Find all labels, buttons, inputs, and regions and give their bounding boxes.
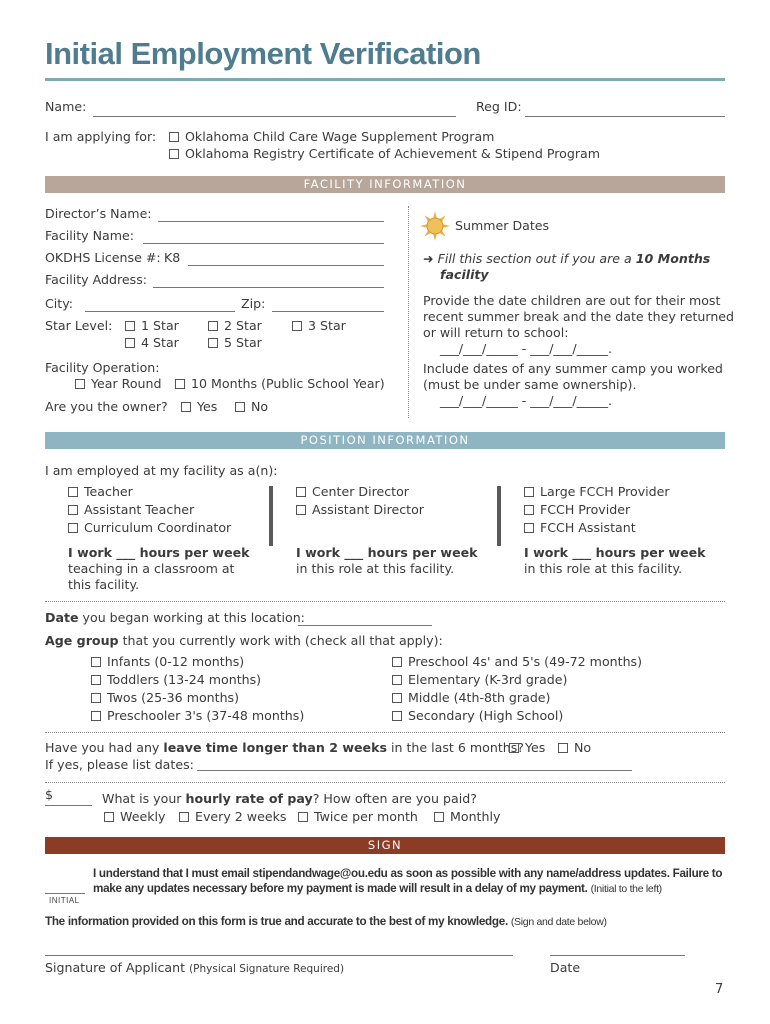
summer-heading: Summer Dates — [455, 218, 550, 233]
role-teacher[interactable] — [68, 484, 133, 500]
rate-question — [102, 791, 477, 807]
age-preschooler-3s[interactable] — [91, 708, 304, 724]
option-label: FCCH Provider — [540, 502, 631, 517]
regid-label: Reg ID: — [476, 99, 522, 114]
true-note: (Sign and date below) — [510, 916, 607, 928]
role-center-director[interactable] — [296, 484, 409, 500]
age-toddlers[interactable] — [91, 672, 261, 688]
section-divider — [45, 732, 725, 733]
license-value: K8 — [164, 250, 181, 265]
name-label: Name: — [45, 99, 87, 114]
age-preschool-4-5[interactable] — [392, 654, 642, 670]
checkbox[interactable] — [169, 132, 179, 142]
checkbox[interactable] — [524, 487, 534, 497]
checkbox[interactable] — [392, 693, 402, 703]
city-field[interactable] — [85, 311, 235, 312]
checkbox[interactable] — [392, 675, 402, 685]
age-twos[interactable] — [91, 690, 239, 706]
dollar-sign: $ — [45, 787, 54, 802]
program-checkbox-registry[interactable] — [169, 146, 600, 162]
checkbox[interactable] — [392, 657, 402, 667]
applying-label: I am applying for: — [45, 129, 157, 144]
column-divider-bar — [497, 486, 501, 546]
summer-para1-line1: Provide the date children are out for their most — [423, 293, 721, 308]
role-large-fcch-provider[interactable] — [524, 484, 670, 500]
date-rest: you began working at this location: — [82, 610, 305, 625]
signature-label — [45, 960, 344, 977]
title-divider — [45, 78, 725, 81]
facility-name-label: Facility Name: — [45, 228, 135, 243]
summer-note-facility: facility — [440, 267, 489, 282]
section-divider — [45, 601, 725, 602]
checkbox[interactable] — [179, 812, 189, 822]
owner-label: Are you the owner? — [45, 399, 168, 414]
summer-para2-line1: Include dates of any summer camp you worked — [423, 361, 723, 376]
address-label: Facility Address: — [45, 272, 148, 287]
sign-band: SIGN — [45, 837, 725, 854]
summer-para1-line2: recent summer break and the date they returned — [423, 309, 735, 324]
facility-band: FACILITY INFORMATION — [45, 176, 725, 193]
checkbox[interactable] — [169, 149, 179, 159]
checkbox[interactable] — [434, 812, 444, 822]
option-label: Assistant Director — [312, 502, 424, 517]
checkbox[interactable] — [125, 338, 135, 348]
leave-question — [45, 740, 524, 756]
checkbox[interactable] — [68, 505, 78, 515]
option-label: Twos (25-36 months) — [107, 690, 240, 705]
leave-pre: Have you had any — [45, 740, 160, 755]
true-statement — [45, 914, 607, 930]
checkbox[interactable] — [524, 523, 534, 533]
option-label: Preschool 4s' and 5's (49-72 months) — [408, 654, 643, 669]
checkbox[interactable] — [208, 321, 218, 331]
director-label: Director’s Name: — [45, 206, 152, 221]
license-field[interactable] — [188, 265, 384, 266]
program-label: Oklahoma Child Care Wage Supplement Program — [185, 129, 495, 144]
option-label: No — [574, 740, 592, 755]
option-label: Monthly — [450, 809, 501, 824]
leave-dates-field[interactable] — [197, 770, 632, 771]
operation-10-months[interactable] — [175, 376, 385, 392]
understand-text: make any updates necessary before my payment is made will result in a delay of my payment. — [93, 882, 588, 895]
checkbox[interactable] — [292, 321, 302, 331]
page-title: Initial Employment Verification — [45, 36, 481, 71]
hours-desc-1-line2: this facility. — [68, 577, 140, 592]
option-label: Assistant Teacher — [84, 502, 195, 517]
checkbox[interactable] — [181, 402, 191, 412]
option-label: Secondary (High School) — [408, 708, 564, 723]
owner-yes[interactable] — [181, 399, 217, 415]
leave-yes[interactable] — [509, 740, 545, 756]
checkbox[interactable] — [104, 812, 114, 822]
option-label: Yes — [525, 740, 546, 755]
checkbox[interactable] — [298, 812, 308, 822]
hours-label-1: I work ___ hours per week — [68, 545, 250, 560]
option-label: Teacher — [84, 484, 133, 499]
column-divider-bar — [269, 486, 273, 546]
leave-bold: leave time longer than 2 weeks — [163, 740, 387, 755]
checkbox[interactable] — [392, 711, 402, 721]
star-option-2[interactable] — [208, 318, 262, 334]
checkbox[interactable] — [558, 743, 568, 753]
checkbox[interactable] — [509, 743, 519, 753]
hours-label-3: I work ___ hours per week — [524, 545, 706, 560]
option-label: 5 Star — [224, 335, 262, 350]
pay-every-2-weeks[interactable] — [179, 809, 286, 825]
signature-note: (Physical Signature Required) — [189, 963, 345, 975]
hours-desc-3: in this role at this facility. — [524, 561, 683, 576]
date-bold: Date — [45, 610, 79, 625]
facility-name-field[interactable] — [143, 243, 384, 244]
pay-monthly[interactable] — [434, 809, 500, 825]
operation-year-round[interactable] — [75, 376, 162, 392]
checkbox[interactable] — [296, 487, 306, 497]
sign-date-label: Date — [550, 960, 581, 975]
checkbox[interactable] — [91, 675, 101, 685]
regid-field[interactable] — [525, 116, 725, 117]
summer-para2-line2: (must be under same ownership). — [423, 377, 637, 392]
checkbox[interactable] — [175, 379, 185, 389]
option-label: Center Director — [312, 484, 409, 499]
address-field[interactable] — [153, 287, 384, 288]
zip-field[interactable] — [272, 311, 384, 312]
rate-post: ? How often are you paid? — [312, 791, 477, 806]
checkbox[interactable] — [125, 321, 135, 331]
hourly-rate-field[interactable] — [45, 805, 92, 806]
option-label: 2 Star — [224, 318, 262, 333]
option-label: Every 2 weeks — [195, 809, 287, 824]
checkbox[interactable] — [75, 379, 85, 389]
option-label: Elementary (K-3rd grade) — [408, 672, 568, 687]
position-band: POSITION INFORMATION — [45, 432, 725, 449]
rate-bold: hourly rate of pay — [185, 791, 313, 806]
initial-label: INITIAL — [49, 896, 80, 905]
option-label: 1 Star — [141, 318, 179, 333]
option-label: 4 Star — [141, 335, 179, 350]
rate-pre: What is your — [102, 791, 182, 806]
hours-desc-2: in this role at this facility. — [296, 561, 455, 576]
checkbox[interactable] — [91, 693, 101, 703]
summer-date-field-2[interactable]: ___/___/_____ - ___/___/_____. — [440, 393, 613, 408]
section-divider — [45, 782, 725, 783]
option-label: Yes — [197, 399, 218, 414]
leave-no[interactable] — [558, 740, 591, 756]
age-bold: Age group — [45, 633, 119, 648]
city-label: City: — [45, 296, 74, 311]
license-label: OKDHS License #: — [45, 250, 161, 265]
checkbox[interactable] — [235, 402, 245, 412]
checkbox[interactable] — [91, 711, 101, 721]
option-label: Middle (4th-8th grade) — [408, 690, 551, 705]
page-number: 7 — [715, 982, 724, 997]
role-assistant-director[interactable] — [296, 502, 424, 518]
role-fcch-assistant[interactable] — [524, 520, 636, 536]
leave-dates-label: If yes, please list dates: — [45, 757, 194, 772]
checkbox[interactable] — [296, 505, 306, 515]
age-rest: that you currently work with (check all that apply): — [122, 633, 443, 648]
understand-line2 — [93, 881, 662, 897]
role-curriculum-coordinator[interactable] — [68, 520, 231, 536]
facility-column-divider — [408, 206, 409, 418]
sign-date-field[interactable] — [550, 955, 685, 956]
age-infants[interactable] — [91, 654, 244, 670]
age-elementary[interactable] — [392, 672, 567, 688]
owner-no[interactable] — [235, 399, 268, 415]
note-text: Fill this section out if you are a — [437, 251, 632, 266]
director-field[interactable] — [158, 221, 384, 222]
note-emphasis: 10 Months — [635, 251, 711, 266]
arrow-icon: ➜ — [423, 251, 434, 266]
zip-label: Zip: — [241, 296, 266, 311]
option-label: FCCH Assistant — [540, 520, 636, 535]
age-secondary[interactable] — [392, 708, 563, 724]
option-label: 3 Star — [308, 318, 346, 333]
leave-post: in the last 6 months? — [390, 740, 524, 755]
star-option-5[interactable] — [208, 335, 262, 351]
initial-field[interactable] — [45, 893, 85, 894]
name-field[interactable] — [93, 116, 456, 117]
date-began-field[interactable] — [298, 625, 432, 626]
summer-date-field-1[interactable]: ___/___/_____ - ___/___/_____. — [440, 341, 613, 356]
checkbox[interactable] — [68, 487, 78, 497]
hours-desc-1-line1: teaching in a classroom at — [68, 561, 235, 576]
summer-note — [423, 251, 710, 267]
program-label: Oklahoma Registry Certificate of Achievement & Stipend Program — [185, 146, 601, 161]
sun-icon — [420, 211, 450, 241]
checkbox[interactable] — [524, 505, 534, 515]
option-label: No — [251, 399, 269, 414]
initial-note: (Initial to the left) — [590, 883, 662, 895]
role-assistant-teacher[interactable] — [68, 502, 194, 518]
option-label: Toddlers (13-24 months) — [107, 672, 262, 687]
option-label: Weekly — [120, 809, 166, 824]
signature-field[interactable] — [45, 955, 513, 956]
hours-label-2: I work ___ hours per week — [296, 545, 478, 560]
pay-weekly[interactable] — [104, 809, 165, 825]
star-option-1[interactable] — [125, 318, 179, 334]
employed-as-label: I am employed at my facility as a(n): — [45, 463, 278, 478]
signature-text: Signature of Applicant — [45, 960, 186, 975]
option-label: Curriculum Coordinator — [84, 520, 232, 535]
option-label: 10 Months (Public School Year) — [191, 376, 385, 391]
role-fcch-provider[interactable] — [524, 502, 630, 518]
star-option-4[interactable] — [125, 335, 179, 351]
pay-twice-per-month[interactable] — [298, 809, 418, 825]
checkbox[interactable] — [91, 657, 101, 667]
star-label: Star Level: — [45, 318, 113, 333]
checkbox[interactable] — [208, 338, 218, 348]
date-began-label — [45, 610, 305, 626]
true-bold: The information provided on this form is true and accurate to the best of my knowledge. — [45, 915, 508, 928]
operation-label: Facility Operation: — [45, 360, 160, 375]
age-middle[interactable] — [392, 690, 550, 706]
star-option-3[interactable] — [292, 318, 346, 334]
summer-para1-line3: or will return to school: — [423, 325, 569, 340]
option-label: Twice per month — [314, 809, 418, 824]
understand-line1: I understand that I must email stipendandwage@ou.edu as soon as possible with any name/address updates. Failure to — [93, 867, 723, 880]
checkbox[interactable] — [68, 523, 78, 533]
option-label: Infants (0-12 months) — [107, 654, 245, 669]
option-label: Large FCCH Provider — [540, 484, 670, 499]
option-label: Year Round — [91, 376, 162, 391]
option-label: Preschooler 3's (37-48 months) — [107, 708, 305, 723]
program-checkbox-wage[interactable] — [169, 129, 494, 145]
age-group-label — [45, 633, 443, 649]
